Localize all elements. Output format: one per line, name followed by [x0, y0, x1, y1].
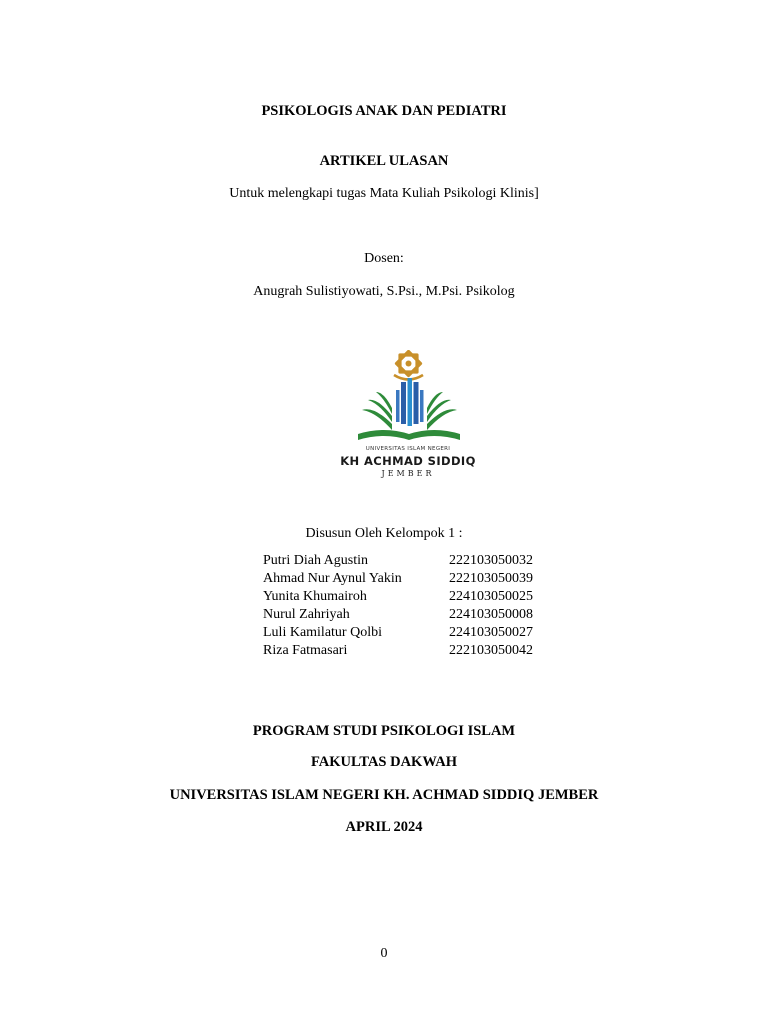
lecturer-label: Dosen: — [364, 251, 404, 266]
document-title: PSIKOLOGIS ANAK DAN PEDIATRI — [261, 103, 507, 119]
university-name: UNIVERSITAS ISLAM NEGERI KH. ACHMAD SIDDIQ JEMBER — [169, 787, 599, 803]
member-nim: 224103050008 — [449, 607, 533, 622]
member-name: Luli Kamilatur Qolbi — [263, 625, 382, 640]
member-name: Putri Diah Agustin — [263, 553, 369, 568]
member-nim: 224103050027 — [449, 625, 533, 640]
faculty-name: FAKULTAS DAKWAH — [311, 754, 457, 770]
member-name: Riza Fatmasari — [263, 643, 348, 658]
lecturer-name: Anugrah Sulistiyowati, S.Psi., M.Psi. Psikolog — [253, 284, 515, 299]
member-name: Ahmad Nur Aynul Yakin — [263, 571, 402, 586]
document-date: APRIL 2024 — [345, 819, 423, 835]
member-nim: 224103050025 — [449, 589, 533, 604]
document-subtitle: ARTIKEL ULASAN — [319, 153, 449, 169]
member-nim: 222103050039 — [449, 571, 533, 586]
university-emblem-icon — [354, 350, 464, 446]
university-logo — [334, 350, 482, 485]
member-nim: 222103050042 — [449, 643, 533, 658]
member-name: Nurul Zahriyah — [263, 607, 350, 622]
group-label: Disusun Oleh Kelompok 1 : — [305, 526, 463, 541]
member-nim: 222103050032 — [449, 553, 533, 568]
logo-city-text: JEMBER — [381, 469, 435, 478]
logo-main-text: KH ACHMAD SIDDIQ — [340, 454, 476, 468]
study-program: PROGRAM STUDI PSIKOLOGI ISLAM — [252, 723, 516, 739]
document-purpose: Untuk melengkapi tugas Mata Kuliah Psikologi Klinis] — [229, 186, 539, 201]
member-name: Yunita Khumairoh — [263, 589, 367, 604]
page-number: 0 — [380, 946, 388, 961]
logo-small-text: UNIVERSITAS ISLAM NEGERI — [365, 446, 451, 452]
